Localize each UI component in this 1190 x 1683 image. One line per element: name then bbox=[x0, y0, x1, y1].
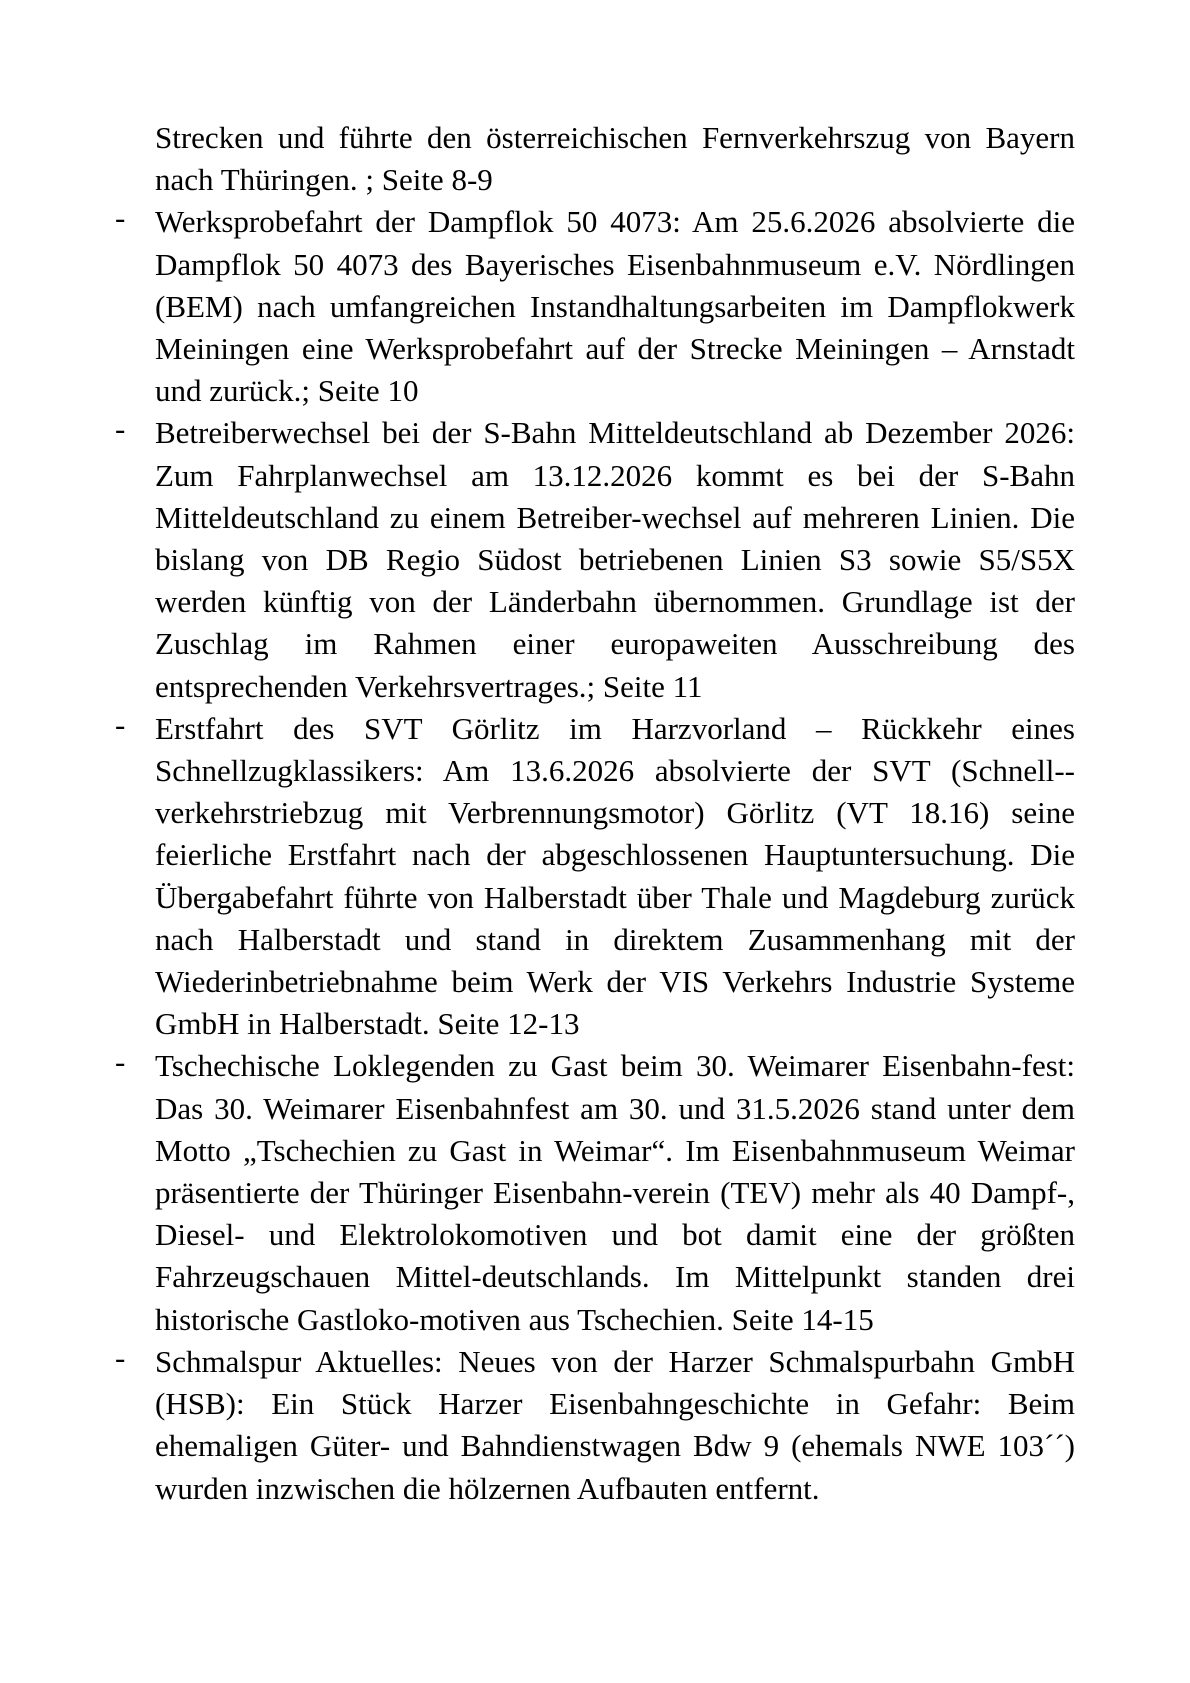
list-item bbox=[115, 200, 1075, 412]
list-item-text: Werksprobefahrt der Dampflok 50 4073: Am 25.6.2026 absolvierte die Dampflok 50 4073 des Bayerisches Eisenbahnmuseum e.V. Nördlingen (BEM) nach umfangreichen Instandhaltungsarbeiten im Dampflokwerk Meiningen eine Werksprobefahrt auf der Strecke Meiningen – Arnstadt und zurück.; Seite 10 bbox=[155, 204, 1075, 409]
dash-bullet: - bbox=[115, 1339, 126, 1375]
list-item bbox=[115, 1339, 1075, 1510]
dash-bullet: - bbox=[115, 1044, 126, 1080]
list-item-text: Schmalspur Aktuelles: Neues von der Harzer Schmalspurbahn GmbH (HSB): Ein Stück Harzer Eisenbahngeschichte in Gefahr: Beim ehemaligen Güter- und Bahndienstwagen Bdw 9 (ehemals NWE 103´´) wurden inzwischen die hölzernen Aufbauten entfernt. bbox=[155, 1343, 1075, 1506]
list-item bbox=[115, 706, 1075, 1046]
news-list bbox=[115, 200, 1075, 1509]
list-item-text: Betreiberwechsel bei der S-Bahn Mitteldeutschland ab Dezember 2026: Zum Fahrplanwechsel am 13.12.2026 kommt es bei der S-Bahn Mitteldeutschland zu einem Betreiber-wechsel auf mehreren Linien. Die bislang von DB Regio Südost betriebenen Linien S3 sowie S5/S5X werden künftig von der Länderbahn übernommen. Grundlage ist der Zuschlag im Rahmen einer europaweiten Ausschreibung des entsprechenden Verkehrsvertrages.; Seite 11 bbox=[155, 415, 1075, 704]
list-item-text: Tschechische Loklegenden zu Gast beim 30. Weimarer Eisenbahn-fest: Das 30. Weimarer Eisenbahnfest am 30. und 31.5.2026 stand unter dem Motto „Tschechien zu Gast in Weimar“. Im Eisenbahnmuseum Weimar präsentierte der Thüringer Eisenbahn-verein (TEV) mehr als 40 Dampf-, Diesel- und Elektrolokomotiven und bot damit eine der größten Fahrzeugschauen Mittel-deutschlands. Im Mittelpunkt standen drei historische Gastloko-motiven aus Tschechien. Seite 14-15 bbox=[155, 1048, 1075, 1337]
dash-bullet: - bbox=[115, 411, 126, 447]
dash-bullet: - bbox=[115, 200, 126, 236]
continuation-paragraph: Strecken und führte den österreichischen Fernverkehrszug von Bayern nach Thüringen. ; Seite 8-9 bbox=[155, 120, 1075, 198]
page-content bbox=[115, 117, 1075, 1510]
list-item-text: Erstfahrt des SVT Görlitz im Harzvorland – Rückkehr eines Schnellzugklassikers: Am 13.6.2026 absolvierte der SVT (Schnell-verkehrstriebzug mit Verbrennungsmotor) Görlitz (VT 18.16) seine feierliche Erstfahrt nach der abgeschlossenen Hauptuntersuchung. Die Übergabefahrt führte von Halberstadt über Thale und Magdeburg zurück nach Halberstadt und stand in direktem Zusammenhang mit der Wiederinbetriebnahme beim Werk der VIS Verkehrs Industrie Systeme GmbH in Halberstadt. Seite 12-13 bbox=[155, 710, 1075, 1042]
list-item bbox=[115, 1044, 1075, 1340]
dash-bullet: - bbox=[115, 706, 126, 742]
list-item bbox=[115, 411, 1075, 707]
